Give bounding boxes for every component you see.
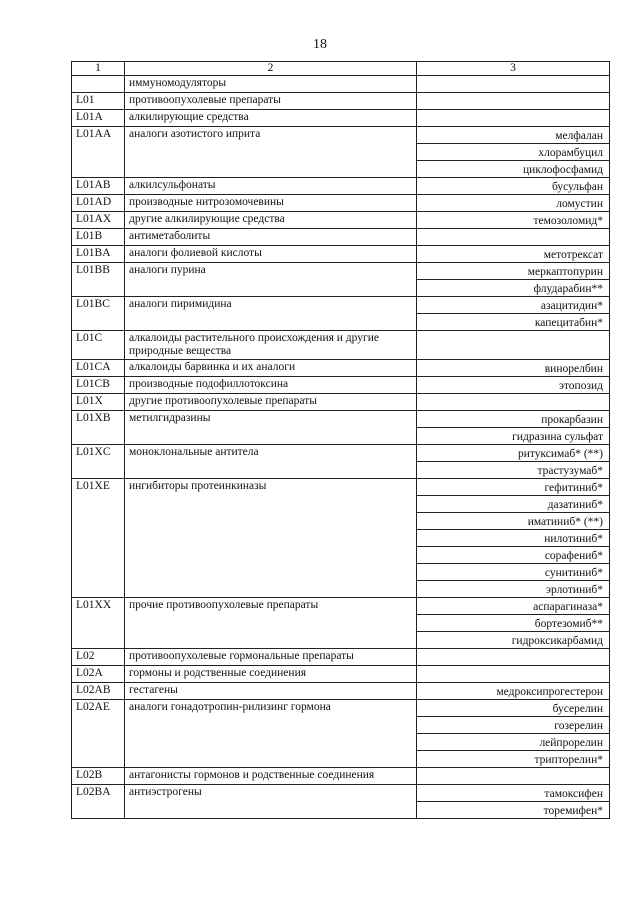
drug-group-name-cell: антиэстрогены [125, 785, 417, 819]
drug-name-cell: гозерелин [417, 717, 610, 734]
table-row [72, 229, 610, 246]
table-row [72, 297, 610, 314]
atc-code-cell: L01XE [72, 479, 125, 598]
drug-name-cell: бортезомиб** [417, 615, 610, 632]
drug-group-name-cell: противоопухолевые гормональные препараты [125, 649, 417, 666]
drug-name-cell: сорафениб* [417, 547, 610, 564]
table-row [72, 76, 610, 93]
drug-group-name-cell: алкалоиды растительного происхождения и другие природные вещества [125, 331, 417, 360]
drug-group-name-cell: аналоги азотистого иприта [125, 127, 417, 178]
drug-name-cell: азацитидин* [417, 297, 610, 314]
atc-code-cell: L01XB [72, 411, 125, 445]
drug-name-cell: лейпрорелин [417, 734, 610, 751]
atc-code-cell: L01AA [72, 127, 125, 178]
atc-code-cell: L01X [72, 394, 125, 411]
table-row [72, 700, 610, 717]
atc-code-cell: L02 [72, 649, 125, 666]
drug-group-name-cell: алкилирующие средства [125, 110, 417, 127]
drug-name-cell [417, 649, 610, 666]
atc-code-cell: L01 [72, 93, 125, 110]
drug-name-cell: циклофосфамид [417, 161, 610, 178]
drug-group-name-cell: алкалоиды барвинка и их аналоги [125, 360, 417, 377]
table-row [72, 246, 610, 263]
table-row [72, 445, 610, 462]
drug-name-cell [417, 768, 610, 785]
drug-name-cell [417, 331, 610, 360]
atc-code-cell: L01AB [72, 178, 125, 195]
drug-name-cell: мелфалан [417, 127, 610, 144]
table-row [72, 768, 610, 785]
atc-code-cell [72, 76, 125, 93]
table-row [72, 178, 610, 195]
table-row [72, 263, 610, 280]
drug-name-cell: этопозид [417, 377, 610, 394]
drug-group-name-cell: производные подофиллотоксина [125, 377, 417, 394]
drug-name-cell: гидразина сульфат [417, 428, 610, 445]
drug-name-cell: трипторелин* [417, 751, 610, 768]
drug-group-name-cell: аналоги гонадотропин-рилизинг гормона [125, 700, 417, 768]
column-header-2: 2 [125, 62, 417, 76]
drug-group-name-cell: моноклональные антитела [125, 445, 417, 479]
table-row [72, 649, 610, 666]
atc-code-cell: L02BA [72, 785, 125, 819]
drug-name-cell: хлорамбуцил [417, 144, 610, 161]
table-row [72, 666, 610, 683]
drug-name-cell [417, 93, 610, 110]
column-header-1: 1 [72, 62, 125, 76]
drug-name-cell [417, 110, 610, 127]
drug-group-name-cell: противоопухолевые препараты [125, 93, 417, 110]
drug-name-cell: гефитиниб* [417, 479, 610, 496]
table-row [72, 394, 610, 411]
table-row [72, 683, 610, 700]
atc-code-cell: L01BB [72, 263, 125, 297]
drug-name-cell [417, 229, 610, 246]
atc-code-cell: L01AX [72, 212, 125, 229]
table-row [72, 411, 610, 428]
atc-code-cell: L02A [72, 666, 125, 683]
table-row [72, 598, 610, 615]
drug-name-cell: бусульфан [417, 178, 610, 195]
atc-code-cell: L01CB [72, 377, 125, 394]
drug-group-name-cell: аналоги пиримидина [125, 297, 417, 331]
drug-group-name-cell: прочие противоопухолевые препараты [125, 598, 417, 649]
table-row [72, 212, 610, 229]
drug-name-cell: ритуксимаб* (**) [417, 445, 610, 462]
atc-code-cell: L02B [72, 768, 125, 785]
table-row [72, 360, 610, 377]
table-row [72, 93, 610, 110]
drug-name-cell [417, 394, 610, 411]
table-row [72, 377, 610, 394]
drug-group-name-cell: гестагены [125, 683, 417, 700]
drug-group-name-cell: другие противоопухолевые препараты [125, 394, 417, 411]
drug-name-cell: меркаптопурин [417, 263, 610, 280]
atc-code-cell: L01AD [72, 195, 125, 212]
drug-name-cell: сунитиниб* [417, 564, 610, 581]
drug-name-cell: дазатиниб* [417, 496, 610, 513]
drug-group-name-cell: алкилсульфонаты [125, 178, 417, 195]
drug-group-name-cell: гормоны и родственные соединения [125, 666, 417, 683]
drug-name-cell: трастузумаб* [417, 462, 610, 479]
drug-group-name-cell: иммуномодуляторы [125, 76, 417, 93]
atc-code-cell: L01C [72, 331, 125, 360]
drug-name-cell: темозоломид* [417, 212, 610, 229]
drug-name-cell: медроксипрогестерон [417, 683, 610, 700]
drug-name-cell: прокарбазин [417, 411, 610, 428]
table-row [72, 785, 610, 802]
atc-code-cell: L02AB [72, 683, 125, 700]
atc-code-cell: L01B [72, 229, 125, 246]
column-header-3: 3 [417, 62, 610, 76]
drug-name-cell: винорелбин [417, 360, 610, 377]
drug-group-name-cell: аналоги пурина [125, 263, 417, 297]
drug-group-name-cell: антагонисты гормонов и родственные соединения [125, 768, 417, 785]
atc-code-cell: L02AE [72, 700, 125, 768]
drug-name-cell: нилотиниб* [417, 530, 610, 547]
drug-group-name-cell: метилгидразины [125, 411, 417, 445]
atc-code-cell: L01BA [72, 246, 125, 263]
table-row [72, 195, 610, 212]
drug-name-cell: иматиниб* (**) [417, 513, 610, 530]
drug-group-name-cell: другие алкилирующие средства [125, 212, 417, 229]
table-body [72, 76, 610, 819]
drug-name-cell: аспарагиназа* [417, 598, 610, 615]
atc-code-cell: L01XX [72, 598, 125, 649]
atc-code-cell: L01XC [72, 445, 125, 479]
table-row [72, 331, 610, 360]
table-row [72, 479, 610, 496]
atc-code-cell: L01A [72, 110, 125, 127]
table-row [72, 127, 610, 144]
drug-group-name-cell: ингибиторы протеинкиназы [125, 479, 417, 598]
drug-name-cell: эрлотиниб* [417, 581, 610, 598]
page-number: 18 [313, 37, 327, 52]
drug-name-cell [417, 666, 610, 683]
drug-group-name-cell: антиметаболиты [125, 229, 417, 246]
drug-name-cell: флударабин** [417, 280, 610, 297]
atc-code-cell: L01BC [72, 297, 125, 331]
drug-name-cell: гидроксикарбамид [417, 632, 610, 649]
drug-name-cell: метотрексат [417, 246, 610, 263]
atc-code-cell: L01CA [72, 360, 125, 377]
drug-group-name-cell: производные нитрозомочевины [125, 195, 417, 212]
drug-name-cell: торемифен* [417, 802, 610, 819]
drug-name-cell: ломустин [417, 195, 610, 212]
drug-group-name-cell: аналоги фолиевой кислоты [125, 246, 417, 263]
table-row [72, 110, 610, 127]
drug-classification-table [71, 61, 610, 819]
drug-name-cell: бусерелин [417, 700, 610, 717]
table-header-row [72, 62, 610, 76]
drug-name-cell [417, 76, 610, 93]
drug-name-cell: капецитабин* [417, 314, 610, 331]
drug-name-cell: тамоксифен [417, 785, 610, 802]
